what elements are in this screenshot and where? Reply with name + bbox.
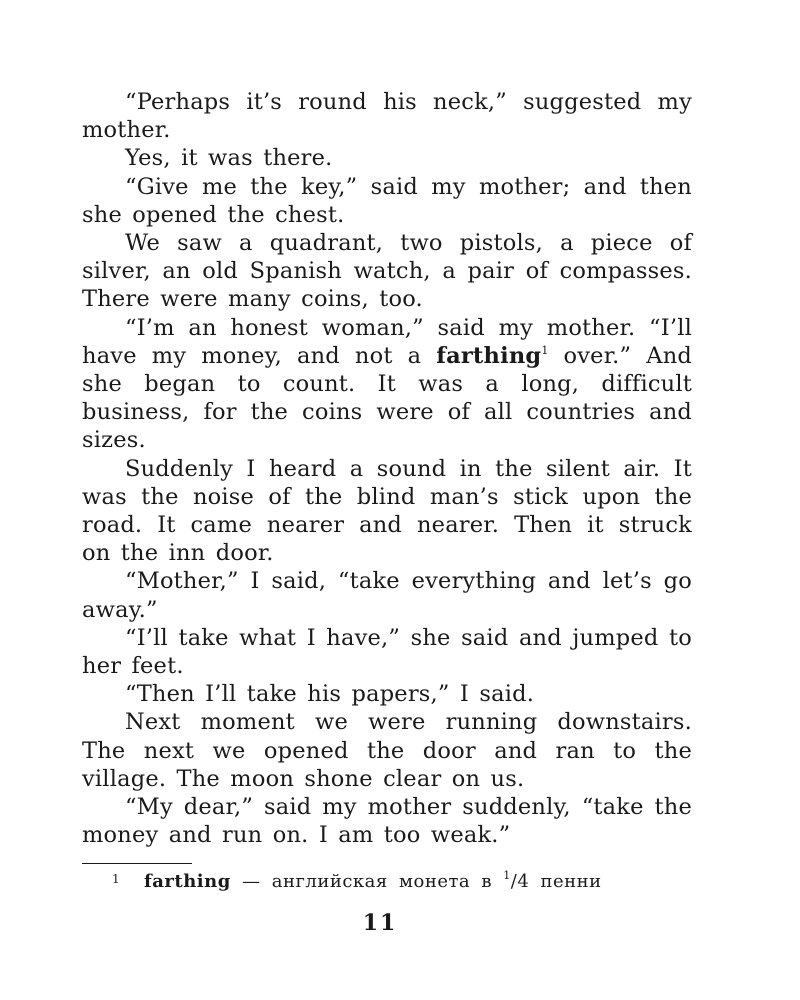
body-text <box>82 88 692 849</box>
paragraph-with-footnote-ref <box>82 314 692 455</box>
footnote-reference: 1 <box>541 343 549 357</box>
page-number: 11 <box>362 910 398 936</box>
footnote <box>82 870 692 894</box>
paragraph-text: over.” And she began to count. It was a long, difficult business, for the coins were of all countries and sizes. <box>82 342 692 454</box>
fraction <box>503 871 601 892</box>
footnote-term: farthing <box>144 871 231 893</box>
paragraph: “I’ll take what I have,” she said and jumped to her feet. <box>82 624 692 680</box>
glossed-term: farthing <box>436 342 542 369</box>
footnote-divider <box>82 863 192 864</box>
paragraph: Suddenly I heard a sound in the silent air. It was the noise of the blind man’s stick upon the road. It came nearer and nearer. Then it struck on the inn door. <box>82 455 692 567</box>
paragraph: “Give me the key,” said my mother; and then she opened the chest. <box>82 173 692 228</box>
book-page <box>82 88 692 894</box>
paragraph: “Perhaps it’s round his neck,” suggested my mother. <box>82 89 692 144</box>
paragraph: “Mother,” I said, “take everything and let’s go away.” <box>82 568 692 623</box>
paragraph-text: “I’m an honest woman,” said my mother. “I’ll have my money, and not a <box>82 314 692 369</box>
paragraph: Yes, it was there. <box>125 145 333 172</box>
fraction-numerator: 1 <box>503 869 511 883</box>
paragraph: We saw a quadrant, two pistols, a piece of silver, an old Spanish watch, a pair of compasses. There were many coins, too. <box>82 230 692 313</box>
fraction-rest: /4 пенни <box>510 871 602 893</box>
paragraph: Next moment we were running downstairs. The next we opened the door and ran to the village. The moon shone clear on us. <box>82 709 692 792</box>
footnote-marker: 1 <box>112 872 121 887</box>
footnote-definition: — английская монета в <box>230 871 504 893</box>
paragraph: “Then I’ll take his papers,” I said. <box>125 681 535 708</box>
paragraph: “My dear,” said my mother suddenly, “take the money and run on. I am too weak.” <box>82 794 692 849</box>
